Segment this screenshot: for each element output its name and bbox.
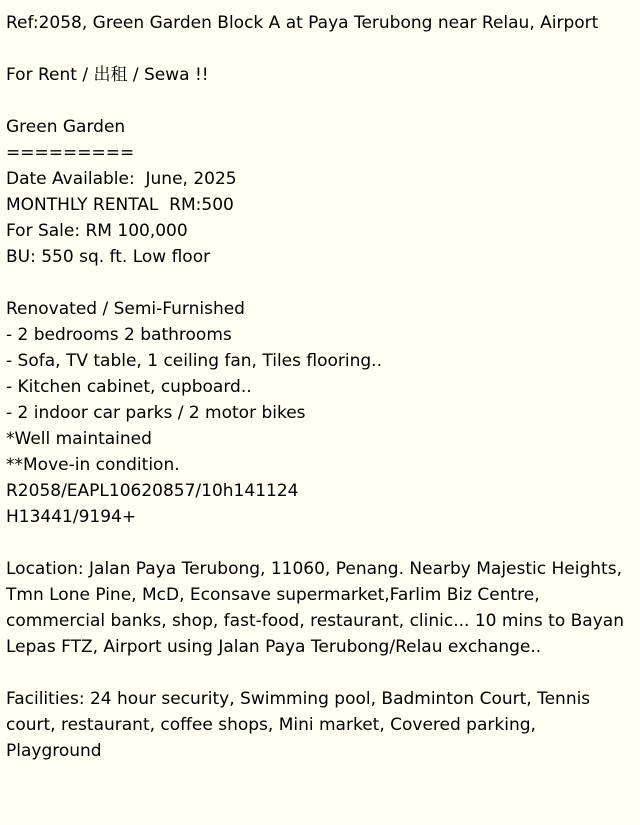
separator: ========= xyxy=(6,143,135,163)
spacer xyxy=(6,530,636,556)
listing-document xyxy=(6,10,636,764)
property-name: Green Garden xyxy=(6,117,126,137)
ref-line: Ref:2058, Green Garden Block A at Paya Terubong near Relau, Airport xyxy=(6,13,599,33)
feature-item: - 2 bedrooms 2 bathrooms xyxy=(6,325,232,345)
feature-item: - Sofa, TV table, 1 ceiling fan, Tiles flooring.. xyxy=(6,351,382,371)
date-available: Date Available: June, 2025 xyxy=(6,169,237,189)
built-up-area: BU: 550 sq. ft. Low floor xyxy=(6,247,211,267)
contact-code: H13441/9194+ xyxy=(6,507,137,527)
note-move-in: **Move-in condition. xyxy=(6,455,180,475)
monthly-rental: MONTHLY RENTAL RM:500 xyxy=(6,195,234,215)
facilities-paragraph: Facilities: 24 hour security, Swimming pool, Badminton Court, Tennis court, restaurant, coffee shops, Mini market, Covered parking, Playground xyxy=(6,689,591,761)
rent-line: For Rent / 出租 / Sewa !! xyxy=(6,65,209,85)
spacer xyxy=(6,88,636,114)
note-well-maintained: *Well maintained xyxy=(6,429,152,449)
feature-item: - 2 indoor car parks / 2 motor bikes xyxy=(6,403,306,423)
spacer xyxy=(6,270,636,296)
condition: Renovated / Semi-Furnished xyxy=(6,299,245,319)
location-paragraph: Location: Jalan Paya Terubong, 11060, Penang. Nearby Majestic Heights, Tmn Lone Pine, McD, Econsave supermarket,Farlim Biz Centre, commercial banks, shop, fast-food, restaurant, clinic... 10 mins to Bayan Lepas FTZ, Airport using Jalan Paya Terubong/Relau exchange.. xyxy=(6,559,624,657)
feature-item: - Kitchen cabinet, cupboard.. xyxy=(6,377,252,397)
for-sale-price: For Sale: RM 100,000 xyxy=(6,221,188,241)
spacer xyxy=(6,660,636,686)
spacer xyxy=(6,36,636,62)
reference-code: R2058/EAPL10620857/10h141124 xyxy=(6,481,299,501)
